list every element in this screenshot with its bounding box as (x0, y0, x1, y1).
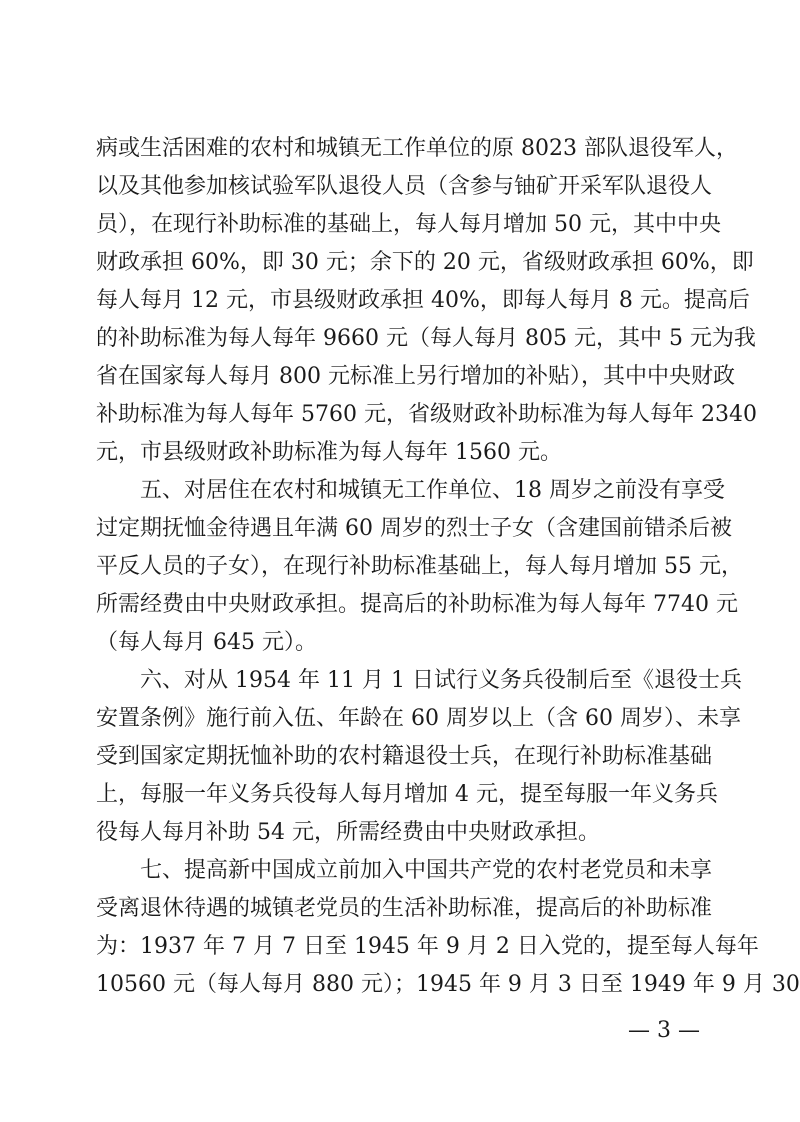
section-five-heading-line: 五、对居住在农村和城镇无工作单位、18 周岁之前没有享受 (140, 478, 725, 503)
text-line: 所需经费由中央财政承担。提高后的补助标准为每人每年 7740 元 (96, 592, 738, 617)
text-line: 病或生活困难的农村和城镇无工作单位的原 8023 部队退役军人， (96, 136, 738, 161)
text-line: 上，每服一年义务兵役每人每月增加 4 元，提至每服一年义务兵 (96, 782, 718, 807)
text-line: 受离退休待遇的城镇老党员的生活补助标准，提高后的补助标准 (96, 896, 713, 921)
text-line: 为：1937 年 7 月 7 日至 1945 年 9 月 2 日入党的，提至每人每年 (96, 934, 759, 959)
text-line: 10560 元（每人每月 880 元）；1945 年 9 月 3 日至 1949 年 9 月 30 (96, 972, 800, 997)
text-line: 平反人员的子女），在现行补助标准基础上，每人每月增加 55 元， (96, 554, 743, 579)
text-line: 过定期抚恤金待遇且年满 60 周岁的烈士子女（含建国前错杀后被 (96, 516, 732, 541)
section-six-heading-line: 六、对从 1954 年 11 月 1 日试行义务兵役制后至《退役士兵 (140, 668, 742, 693)
text-line: 补助标准为每人每年 5760 元，省级财政补助标准为每人每年 2340 (96, 402, 757, 427)
text-line: 役每人每月补助 54 元，所需经费由中央财政承担。 (96, 820, 600, 845)
text-line: 的补助标准为每人每年 9660 元（每人每月 805 元，其中 5 元为我 (96, 326, 756, 351)
text-line: 受到国家定期抚恤补助的农村籍退役士兵，在现行补助标准基础 (96, 744, 713, 769)
text-line: 以及其他参加核试验军队退役人员（含参与铀矿开采军队退役人 (96, 174, 713, 199)
page-number: — 3 — (628, 1018, 700, 1043)
text-line: 员），在现行补助标准的基础上，每人每月增加 50 元，其中中央 (96, 212, 721, 237)
text-line: 元，市县级财政补助标准为每人每年 1560 元。 (96, 440, 562, 465)
text-line: （每人每月 645 元）。 (96, 630, 317, 655)
section-seven-heading-line: 七、提高新中国成立前加入中国共产党的农村老党员和未享 (140, 858, 713, 883)
text-line: 省在国家每人每月 800 元标准上另行增加的补贴），其中中央财政 (96, 364, 735, 389)
text-line: 每人每月 12 元，市县级财政承担 40%，即每人每月 8 元。提高后 (96, 288, 750, 313)
text-line: 财政承担 60%，即 30 元；余下的 20 元，省级财政承担 60%，即 (96, 250, 754, 275)
text-line: 安置条例》施行前入伍、年龄在 60 周岁以上（含 60 周岁）、未享 (96, 706, 741, 731)
